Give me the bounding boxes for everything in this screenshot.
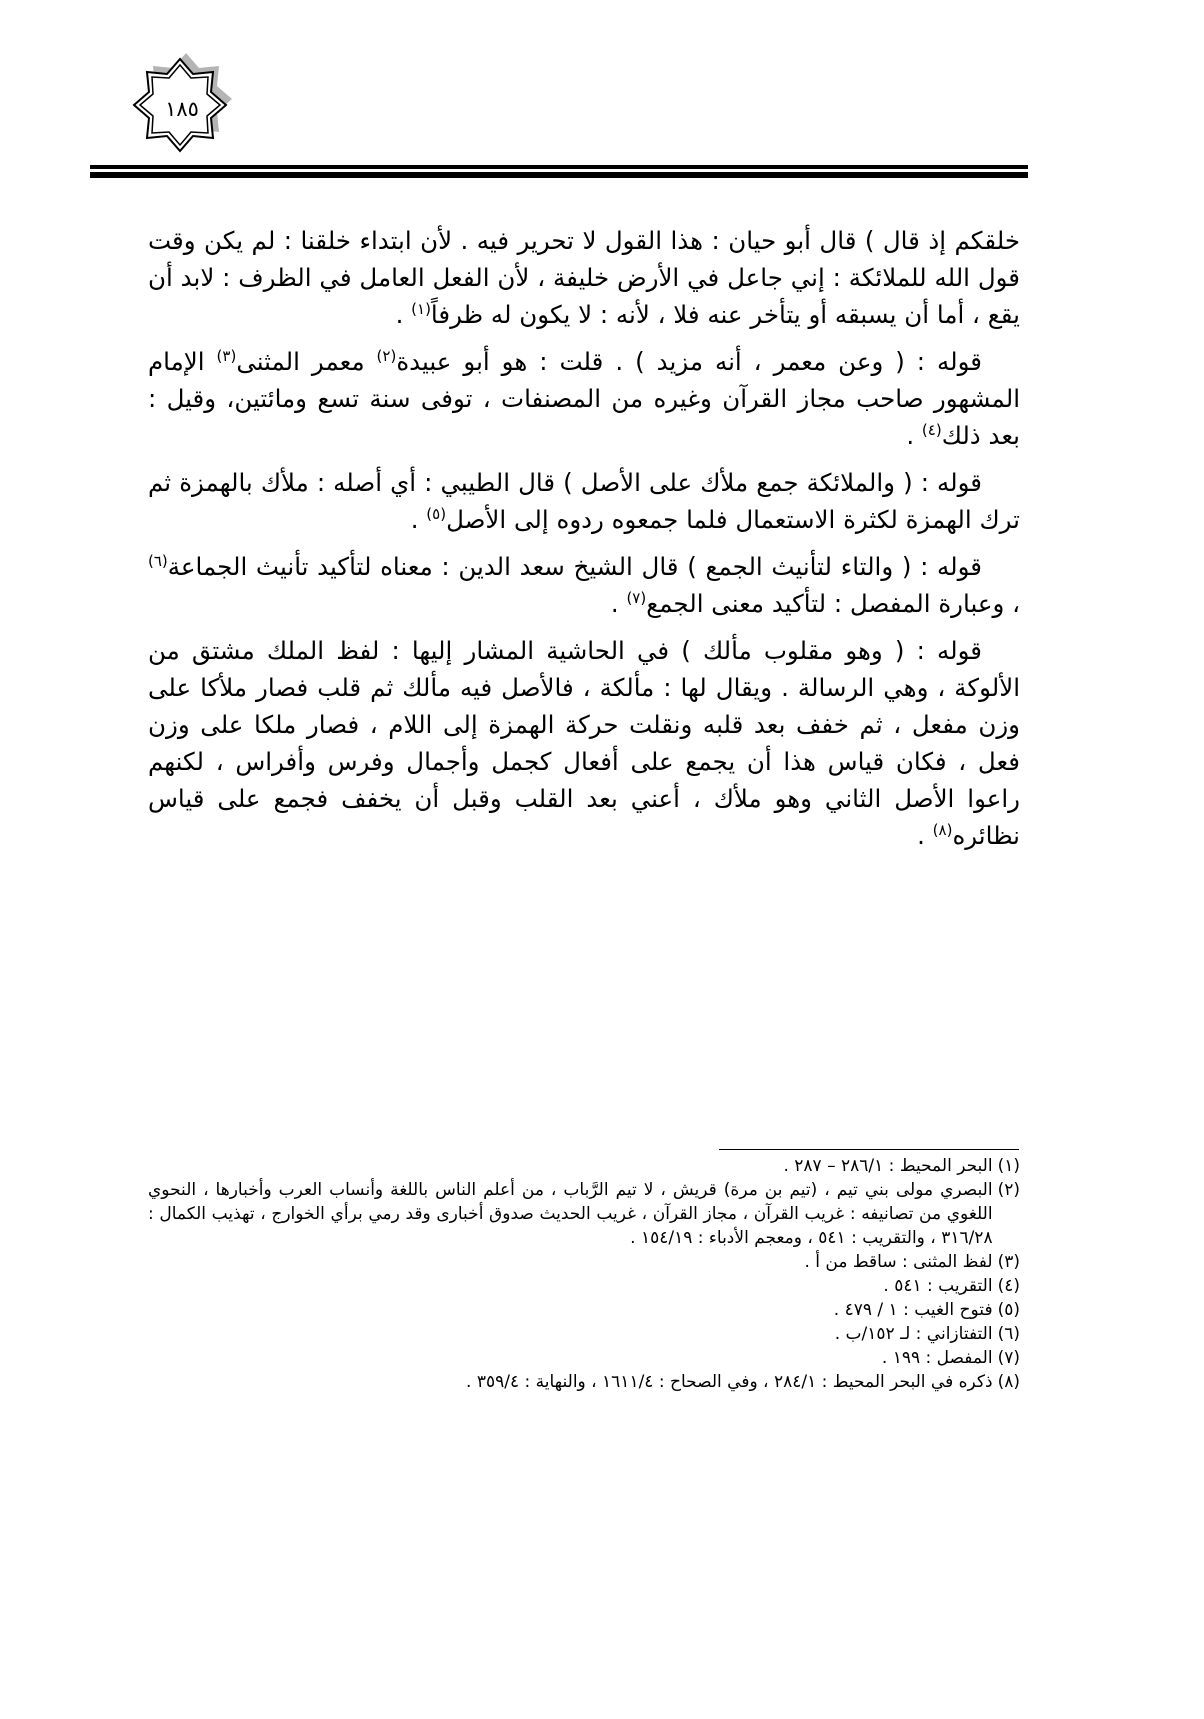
paragraph-text: . [410, 505, 427, 534]
footnote [148, 1154, 1020, 1178]
footnote-text: لفظ المثنى : ساقط من أ . [804, 1252, 993, 1272]
paragraph-text: قوله : ( والملائكة جمع ملأك على الأصل ) قال الطيبي : أي أصله : ملأك بالهمزة ثم ترك الهمزة لكثرة الاستعمال فلما جمعوه ردوه إلى الأصل [148, 468, 1020, 534]
footnote-marker: (٦) [148, 551, 168, 570]
footnote-text: التفتازاني : لـ ١٥٢/ب . [834, 1324, 993, 1344]
paragraph-text: قوله : ( وهو مقلوب مألك ) في الحاشية المشار إليها : لفظ الملك مشتق من الألوكة ، وهي الرسالة . ويقال لها : مألكة ، فالأصل فيه مألك ثم قلب فصار ملأكا على وزن مفعل ، ثم خفف بعد قلبه ونقلت حركة الهمزة إلى اللام ، فصار ملكا على وزن فعل ، فكان قياس هذا أن يجمع على أفعال كجمل وأجمال وفرس وأفراس ، لكنهم راعوا الأصل الثاني وهو ملأك ، أعني بعد القلب وقبل أن يخفف فجمع على قياس نظائره [148, 636, 1020, 850]
footnote-number: (٨) [997, 1372, 1020, 1392]
footnote-marker: (٨) [932, 820, 953, 839]
footnote-marker: (١) [411, 299, 431, 318]
paragraph-text: قوله : ( والتاء لتأنيث الجمع ) قال الشيخ سعد الدين : معناه لتأكيد تأنيث الجماعة [167, 552, 982, 581]
paragraph-text: . [906, 421, 922, 450]
page-number-badge [118, 45, 246, 173]
footnotes [148, 1154, 1020, 1394]
footnote-text: البصري مولى بني تيم ، (تيم بن مرة) قريش ، لا تيم الرَّباب ، من أعلم الناس باللغة وأنساب العرب وأخبارها ، النحوي اللغوي من تصانيفه : غريب القرآن ، مجاز القرآن ، غريب الحديث صدوق أخبارى وقد رمي برأي الخوارج ، تهذيب الكمال : ٣١٦/٢٨ ، والتقريب : ٥٤١ ، ومعجم الأدباء : ١٥٤/١٩ . [148, 1180, 993, 1248]
footnote-separator [719, 1149, 1019, 1150]
header-rule-thick [90, 172, 1028, 178]
footnote [148, 1178, 1020, 1250]
footnote-number: (٥) [997, 1300, 1020, 1320]
paragraph [148, 343, 1020, 454]
paragraph-text: خلقكم إذ قال ) قال أبو حيان : هذا القول لا تحرير فيه . لأن ابتداء خلقنا : لم يكن وقت قول الله للملائكة : إني جاعل في الأرض خليفة ، لأن الفعل العامل في الظرف : لابد أن يقع ، أما أن يسبقه أو يتأخر عنه فلا ، لأنه : لا يكون له ظرفاً [148, 226, 1020, 329]
footnote-marker: (٣) [216, 346, 237, 365]
footnote [148, 1298, 1020, 1322]
header-rule-thin [90, 165, 1028, 169]
footnote-number: (١) [997, 1156, 1020, 1176]
paragraph [148, 222, 1020, 333]
paragraph-text: . [917, 821, 933, 850]
paragraph-text: قوله : ( وعن معمر ، أنه مزيد ) . قلت : هو أبو عبيدة [396, 347, 983, 376]
paragraph [148, 548, 1020, 622]
paragraph [148, 464, 1020, 538]
footnote-number: (٦) [997, 1324, 1020, 1344]
footnote-marker: (٥) [426, 504, 447, 523]
footnote-number: (٧) [997, 1348, 1020, 1368]
paragraph-text: . [610, 589, 627, 618]
footnote [148, 1250, 1020, 1274]
footnote-text: فتوح الغيب : ١ / ٤٧٩ . [833, 1300, 993, 1320]
footnote-number: (٢) [997, 1180, 1020, 1200]
footnote [148, 1370, 1020, 1394]
paragraph-text: الإمام المشهور صاحب مجاز القرآن وغيره من المصنفات ، توفى سنة تسع ومائتين، وقيل : بعد ذلك [148, 347, 1020, 450]
paragraph-text: ، وعبارة المفصل : لتأكيد معنى الجمع [646, 589, 1020, 618]
footnote-text: ذكره في البحر المحيط : ٢٨٤/١ ، وفي الصحاح : ١٦١١/٤ ، والنهاية : ٣٥٩/٤ . [466, 1372, 993, 1392]
paragraph [148, 632, 1020, 854]
main-text [148, 222, 1020, 864]
paragraph-text: معمر المثنى [236, 347, 377, 376]
footnote-marker: (٤) [921, 420, 942, 439]
footnote [148, 1346, 1020, 1370]
footnote [148, 1322, 1020, 1346]
footnote-marker: (٢) [376, 346, 397, 365]
footnote-number: (٣) [997, 1252, 1020, 1272]
footnote-number: (٤) [997, 1276, 1020, 1296]
footnote [148, 1274, 1020, 1298]
page-number: ١٨٥ [165, 97, 199, 121]
footnote-marker: (٧) [626, 588, 647, 607]
footnote-text: المفصل : ١٩٩ . [881, 1348, 993, 1368]
paragraph-text: . [395, 300, 412, 329]
footnote-text: التقريب : ٥٤١ . [883, 1276, 993, 1296]
footnote-text: البحر المحيط : ٢٨٦/١ – ٢٨٧ . [783, 1156, 993, 1176]
